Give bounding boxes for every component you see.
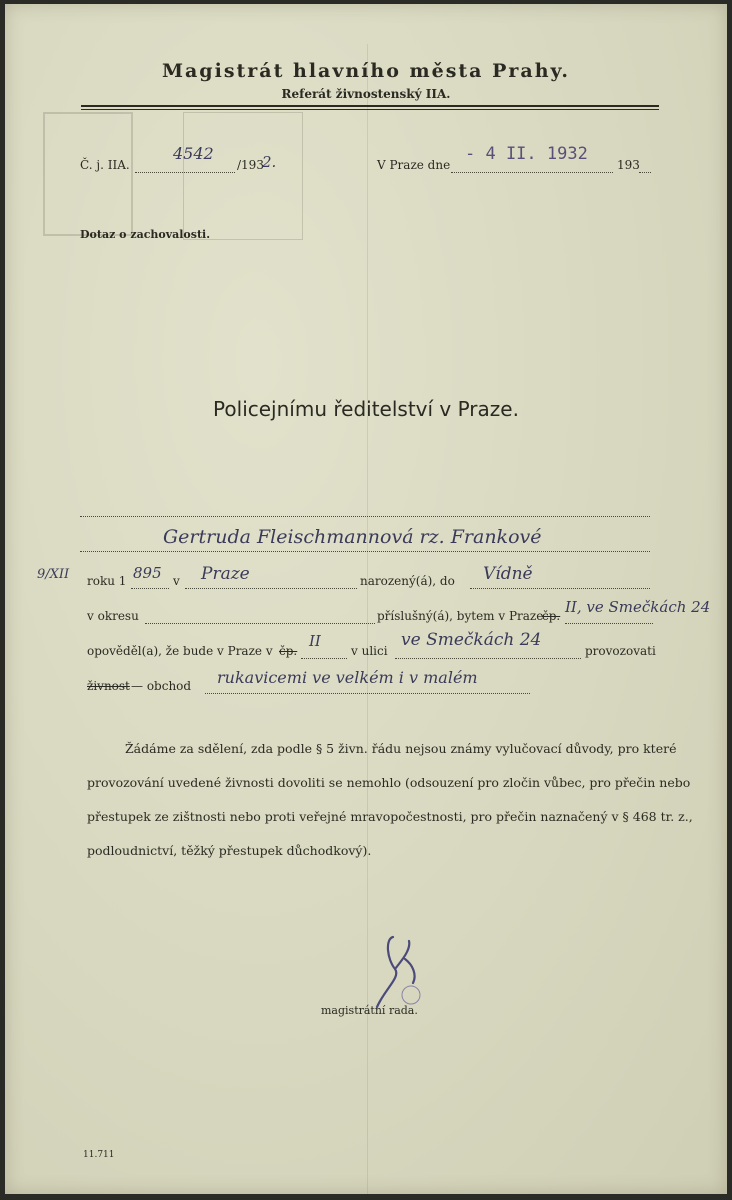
birth-year-line — [131, 588, 169, 589]
domicile: Vídně — [483, 564, 533, 584]
ep2-label: čp. — [279, 644, 298, 658]
addressee-heading: Policejnímu ředitelství v Praze. — [213, 397, 519, 421]
domicile-line — [470, 588, 650, 589]
fold-line — [367, 44, 368, 1194]
request-line-2: provozování uvedené živnosti dovoliti se nemohlo (odsouzení pro zločin vůbec, pro přečin nebo — [87, 775, 691, 790]
header-rule-top — [81, 105, 659, 107]
birth-place-line — [185, 588, 357, 589]
department-subtitle: Referát živnostenský IIA. — [281, 87, 451, 101]
street-line — [395, 658, 581, 659]
provozovati-label: provozovati — [585, 644, 656, 658]
prislusny-label: příslušný(á), bytem v Praze — [377, 609, 544, 623]
date-prefix: V Praze dne — [377, 158, 451, 172]
request-line-1: Žádáme za sdělení, zda podle § 5 živn. řádu nejsou známy vylučovací důvody, pro které — [125, 741, 677, 756]
ep-label: čp. — [542, 609, 561, 623]
street: ve Smečkách 24 — [401, 630, 542, 650]
form-number: 11.711 — [83, 1150, 115, 1160]
request-line-4: podloudnictví, těžký přestupek důchodkový). — [87, 843, 372, 858]
trade-line — [205, 693, 530, 694]
faded-stamp-left — [43, 112, 133, 236]
v-label: v — [173, 574, 180, 588]
birth-place: Praze — [201, 564, 250, 584]
okres-label: v okresu — [87, 609, 139, 623]
faded-stamp-right — [183, 112, 303, 240]
residence: II, ve Smečkách 24 — [565, 598, 711, 616]
reference-number: 4542 — [173, 144, 214, 163]
reference-year-hand: 2. — [262, 153, 277, 171]
signature-title: magistrátní rada. — [321, 1004, 418, 1017]
birth-day: 9/XII — [37, 567, 70, 582]
reference-prefix: Č. j. IIA. — [80, 158, 130, 172]
roku-label: roku 1 — [87, 574, 127, 588]
date-line — [451, 172, 613, 173]
document-page — [5, 4, 727, 1194]
date-year-suffix: 193 — [617, 158, 640, 172]
reference-line — [135, 172, 235, 173]
birth-year: 895 — [133, 564, 162, 582]
trade: rukavicemi ve velkém i v malém — [217, 668, 478, 687]
district: II — [309, 632, 321, 650]
date-year-line — [639, 172, 651, 173]
reference-year: /193 — [237, 158, 264, 172]
zivnost-label: živnost — [87, 679, 130, 693]
header-rule-bottom — [81, 109, 659, 110]
subject-label: Dotaz o zachovalosti. — [80, 228, 211, 241]
date-stamp: - 4 II. 1932 — [465, 144, 588, 164]
request-line-3: přestupek ze zištnosti nebo proti veřejné mravopočestnosti, pro přečin naznačený v § 468 tr. z., — [87, 809, 693, 824]
ulici-label: v ulici — [351, 644, 388, 658]
opovedel-label: opověděl(a), že bude v Praze v — [87, 644, 273, 658]
narozen-label: narozený(á), do — [360, 574, 455, 588]
blank-line-top — [80, 516, 650, 517]
okres-line — [145, 623, 375, 624]
applicant-name: Gertruda Fleischmannová rz. Frankové — [163, 526, 542, 548]
district-line — [301, 658, 347, 659]
authority-title: Magistrát hlavního města Prahy. — [161, 60, 571, 82]
obchod-label: — obchod — [131, 679, 192, 693]
applicant-name-line — [80, 551, 650, 552]
residence-line — [565, 623, 653, 624]
